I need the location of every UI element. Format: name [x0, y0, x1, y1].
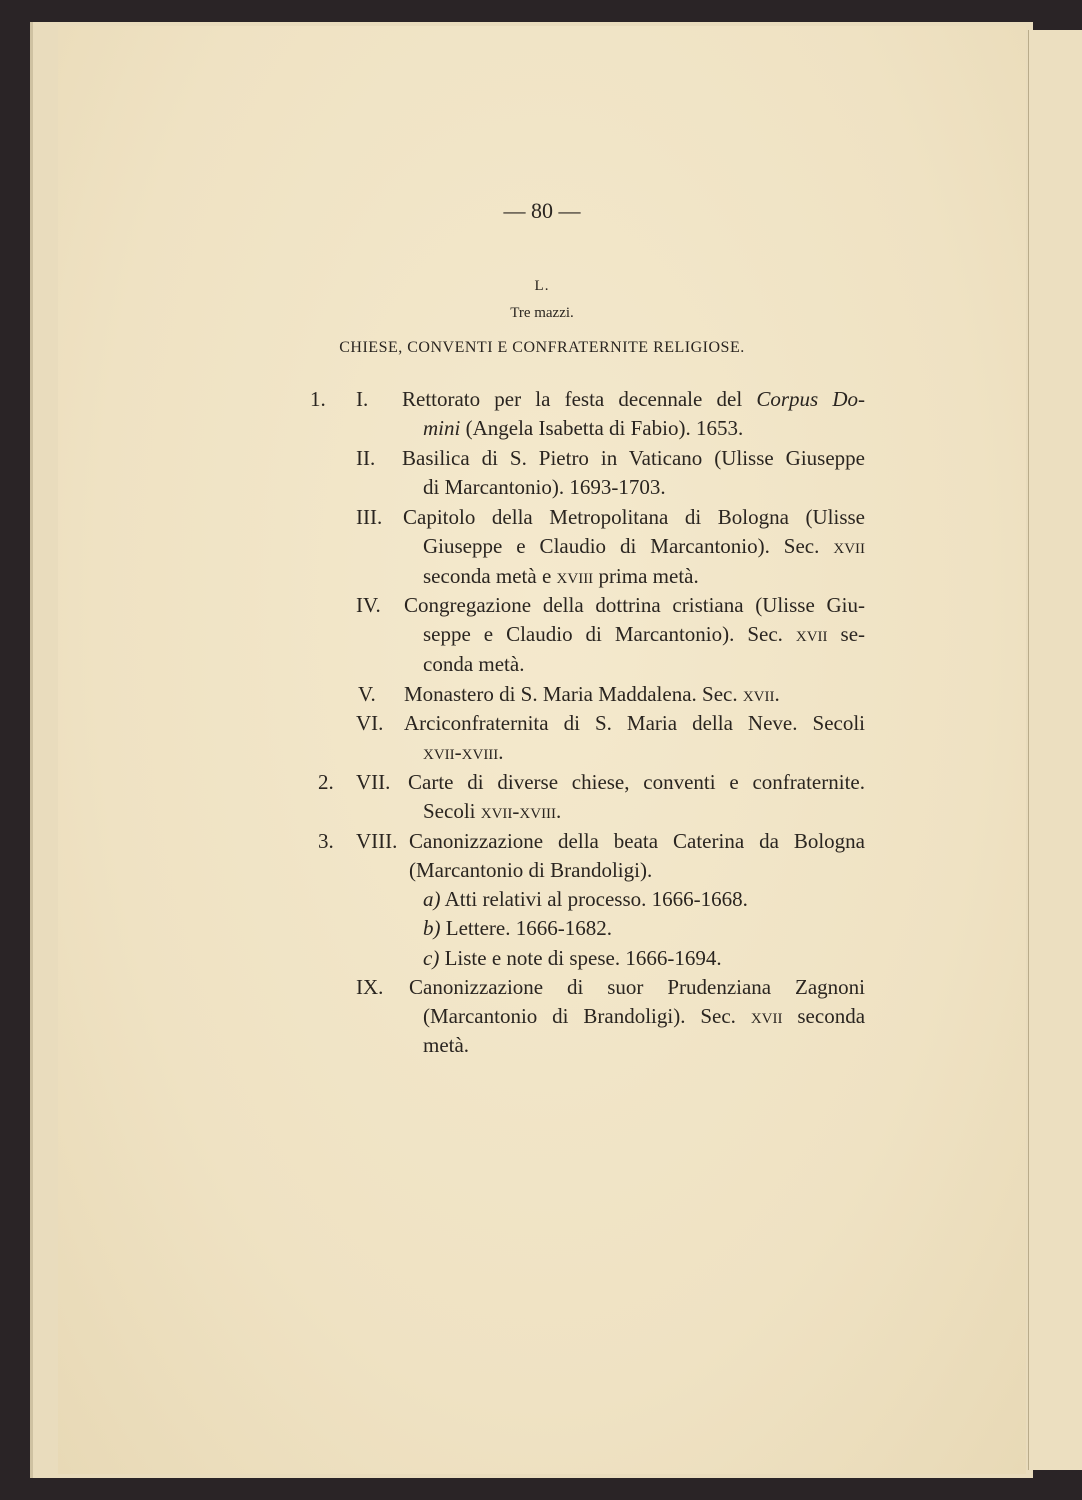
entry-number: II. — [356, 446, 376, 470]
entry-line: Canonizzazione della beata Caterina da Bologna — [409, 829, 865, 853]
sub-item: a) Atti relativi al processo. 1666-1668. — [423, 887, 748, 911]
entry-line: Congregazione della dottrina cristiana (Ulisse Giu- — [404, 593, 865, 617]
section-heading: CHIESE, CONVENTI E CONFRATERNITE RELIGIOSE. — [339, 339, 745, 356]
entry-number: I. — [356, 387, 369, 411]
entry-line: mini (Angela Isabetta di Fabio). 1653. — [423, 416, 744, 440]
sub-item: b) Lettere. 1666-1682. — [423, 916, 612, 940]
entry-line: Secoli xvii-xviii. — [423, 799, 562, 823]
entry-line: Arciconfraternita di S. Maria della Neve. Secoli — [404, 711, 865, 735]
mazzo-number: 3. — [318, 829, 334, 853]
facing-page-edge — [1028, 30, 1082, 1470]
entry-line: (Marcantonio di Brandoligi). — [409, 858, 653, 882]
entry-line: Monastero di S. Maria Maddalena. Sec. xvii. — [404, 682, 780, 706]
entry-line: di Marcantonio). 1693-1703. — [423, 475, 666, 499]
mazzo-number: 1. — [310, 387, 326, 411]
book-page — [58, 26, 1026, 1474]
mazzo-number: 2. — [318, 770, 334, 794]
entry-number: VIII. — [356, 829, 398, 853]
entry-number: IV. — [356, 593, 381, 617]
entry-line: Carte di diverse chiese, conventi e confraternite. — [408, 770, 865, 794]
sub-item: c) Liste e note di spese. 1666-1694. — [423, 946, 722, 970]
entry-line: Giuseppe e Claudio di Marcantonio). Sec. xvii — [423, 534, 866, 558]
entry-line: Capitolo della Metropolitana di Bologna (Ulisse — [403, 505, 865, 529]
entry-line: seconda metà e xviii prima metà. — [423, 564, 699, 588]
entry-number: IX. — [356, 975, 384, 999]
entry-line: xvii-xviii. — [423, 740, 504, 764]
entry-line: Rettorato per la festa decennale del Corpus Do- — [402, 387, 865, 411]
entry-number: VI. — [356, 711, 384, 735]
entry-line: seppe e Claudio di Marcantonio). Sec. xvii se- — [423, 622, 866, 646]
bundle-count: Tre mazzi. — [510, 305, 574, 321]
entry-line: conda metà. — [423, 652, 525, 676]
page-number: — 80 — — [503, 198, 581, 223]
entry-line: Canonizzazione di suor Prudenziana Zagnoni — [409, 975, 865, 999]
section-letter: L. — [534, 278, 550, 294]
entry-number: VII. — [356, 770, 391, 794]
entry-line: (Marcantonio di Brandoligi). Sec. xvii seconda — [423, 1004, 866, 1028]
entry-number: V. — [358, 682, 376, 706]
entry-line: metà. — [423, 1033, 470, 1057]
entry-line: Basilica di S. Pietro in Vaticano (Ulisse Giuseppe — [402, 446, 865, 470]
entry-number: III. — [356, 505, 383, 529]
